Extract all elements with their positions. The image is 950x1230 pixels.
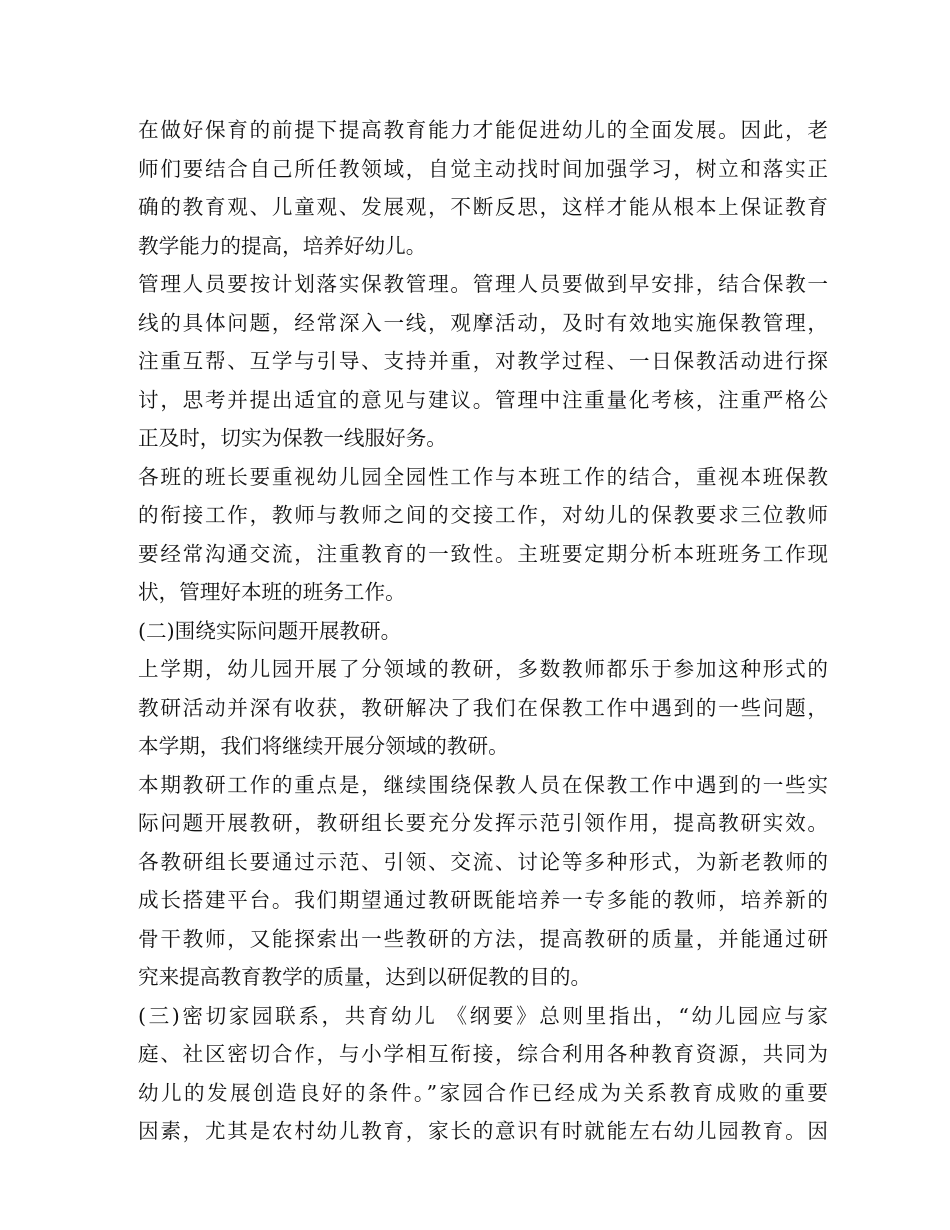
text-line: 幼儿的发展创造良好的条件。”家园合作已经成为关系教育成败的重要 bbox=[138, 1080, 828, 1105]
text-line: 各班的班长要重视幼儿园全园性工作与本班工作的结合，重视本班保教 bbox=[138, 464, 828, 489]
text-line: 骨干教师，又能探索出一些教研的方法，提高教研的质量，并能通过研 bbox=[138, 926, 828, 951]
text-line: 状，管理好本班的班务工作。 bbox=[138, 580, 406, 604]
text-line: 本学期，我们将继续开展分领域的教研。 bbox=[138, 734, 509, 758]
text-line: 管理人员要按计划落实保教管理。管理人员要做到早安排，结合保教一 bbox=[138, 272, 828, 296]
text-line: 正及时，切实为保教一线服好务。 bbox=[138, 426, 447, 450]
text-line: 成长搭建平台。我们期望通过教研既能培养一专多能的教师，培养新的 bbox=[138, 888, 828, 912]
text-line: 在做好保育的前提下提高教育能力才能促进幼儿的全面发展。因此，老 bbox=[138, 118, 828, 142]
text-line: 要经常沟通交流，注重教育的一致性。主班要定期分析本班班务工作现 bbox=[138, 541, 828, 566]
text-line: 上学期，幼儿园开展了分领域的教研，多数教师都乐于参加这种形式的 bbox=[138, 657, 828, 681]
text-line: 注重互帮、互学与引导、支持并重，对教学过程、一日保教活动进行探 bbox=[138, 349, 828, 373]
text-line: 因素，尤其是农村幼儿教育，家长的意识有时就能左右幼儿园教育。因 bbox=[138, 1119, 828, 1143]
text-line: 确的教育观、儿童观、发展观，不断反思，这样才能从根本上保证教育 bbox=[138, 195, 828, 219]
document-body bbox=[138, 111, 828, 1151]
text-line: 教学能力的提高，培养好幼儿。 bbox=[138, 233, 427, 258]
text-line: 本期教研工作的重点是，继续围绕保教人员在保教工作中遇到的一些实 bbox=[138, 772, 828, 797]
text-line: 线的具体问题，经常深入一线，观摩活动，及时有效地实施保教管理， bbox=[138, 310, 828, 335]
text-line: 各教研组长要通过示范、引领、交流、讨论等多种形式，为新老教师的 bbox=[138, 849, 828, 874]
text-line: 究来提高教育教学的质量，达到以研促教的目的。 bbox=[138, 965, 592, 989]
text-line: 讨，思考并提出适宜的意见与建议。管理中注重量化考核，注重严格公 bbox=[138, 387, 828, 412]
text-line: 际问题开展教研，教研组长要充分发挥示范引领作用，提高教研实效。 bbox=[138, 811, 828, 835]
text-line: (三)密切家园联系，共育幼儿 《纲要》总则里指出，“幼儿园应与家 bbox=[138, 1003, 828, 1028]
text-line: 庭、社区密切合作，与小学相互衔接，综合利用各种教育资源，共同为 bbox=[138, 1042, 828, 1066]
text-line: 师们要结合自己所任教领域，自觉主动找时间加强学习，树立和落实正 bbox=[138, 156, 828, 181]
text-line: 教研活动并深有收获，教研解决了我们在保教工作中遇到的一些问题， bbox=[138, 695, 828, 720]
text-line: (二)围绕实际问题开展教研。 bbox=[138, 618, 402, 643]
text-line: 的衔接工作，教师与教师之间的交接工作，对幼儿的保教要求三位教师 bbox=[138, 503, 828, 527]
